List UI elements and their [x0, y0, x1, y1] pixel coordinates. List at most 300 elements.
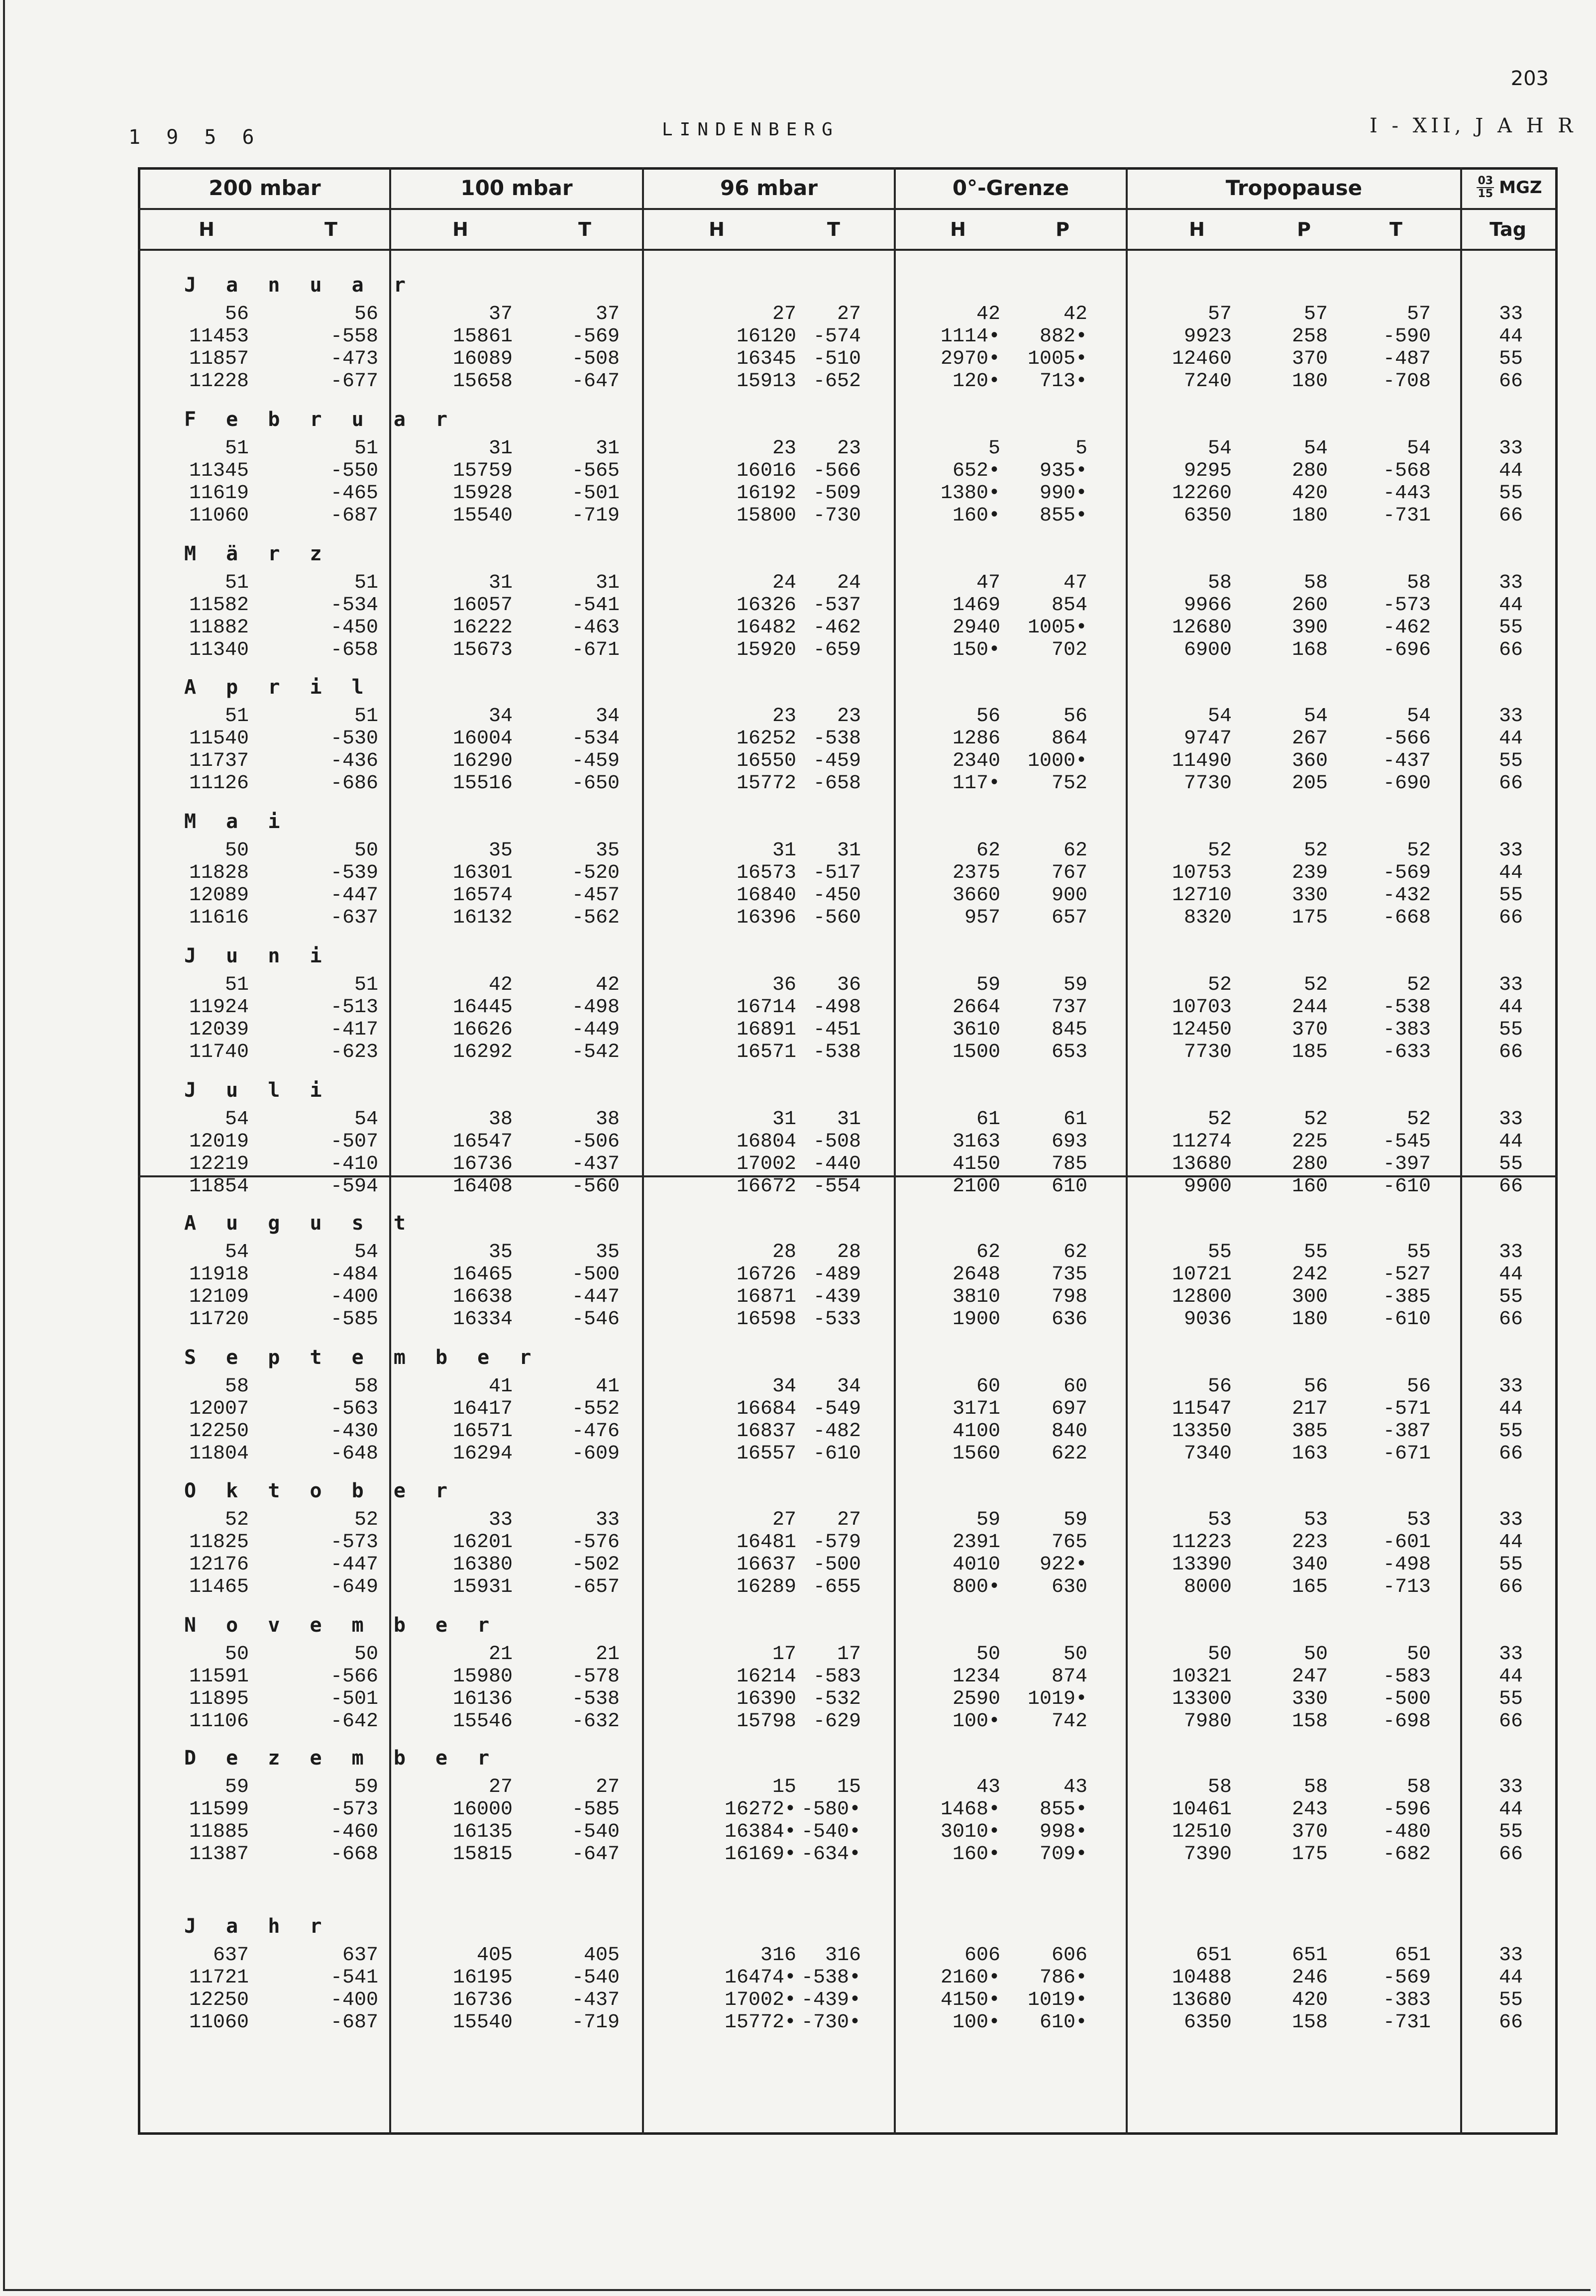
table-cell: -450	[330, 617, 378, 639]
table-cell: 390	[1291, 617, 1328, 639]
table-cell: -578	[571, 1666, 620, 1688]
table-cell: -658	[813, 772, 861, 795]
table-cell: 651	[1291, 1944, 1328, 1967]
table-cell: 239	[1291, 862, 1328, 884]
table-cell: 606	[964, 1944, 1000, 1967]
table-cell: 66	[1498, 1576, 1523, 1598]
table-cell: 702	[1051, 639, 1087, 661]
table-cell: 23	[837, 705, 861, 728]
col-divider	[1126, 167, 1128, 2135]
table-cell: 31	[488, 572, 513, 594]
table-cell: 44	[1498, 1131, 1523, 1153]
table-cell: 622	[1051, 1443, 1087, 1465]
table-cell: 610	[1051, 1175, 1087, 1198]
table-cell: -649	[330, 1576, 378, 1598]
table-cell: -541	[330, 1967, 378, 1989]
table-cell: 854	[1051, 594, 1087, 617]
table-cell: 10753	[1171, 862, 1232, 884]
table-cell: -580•	[801, 1798, 861, 1821]
table-cell: 16004	[452, 728, 513, 750]
table-cell: 2100	[952, 1175, 1000, 1198]
table-cell: 242	[1291, 1263, 1328, 1286]
table-cell: 606	[1051, 1944, 1087, 1967]
table-cell: 12250	[189, 1420, 249, 1443]
table-cell: 44	[1498, 1967, 1523, 1989]
table-cell: 52	[1303, 839, 1328, 862]
table-cell: 637	[342, 1944, 378, 1967]
table-cell: -569	[571, 325, 620, 348]
table-cell: 57	[1207, 303, 1232, 325]
table-cell: -583	[1383, 1666, 1431, 1688]
table-cell: 405	[476, 1944, 513, 1967]
table-cell: 360	[1291, 750, 1328, 772]
col-divider	[894, 167, 896, 2135]
table-cell: 12176	[189, 1554, 249, 1576]
header-period: I - XII, J A H R	[1370, 114, 1577, 137]
table-cell: -574	[813, 325, 861, 348]
table-cell: 1005•	[1027, 348, 1087, 370]
table-cell: 31	[595, 437, 620, 460]
table-cell: -554	[813, 1175, 861, 1198]
table-cell: 52	[1406, 1108, 1431, 1131]
table-cell: -687	[330, 2011, 378, 2034]
table-cell: -532	[813, 1688, 861, 1710]
table-cell: -569	[1383, 862, 1431, 884]
table-cell: -538•	[801, 1967, 861, 1989]
table-cell: 37	[595, 303, 620, 325]
table-cell: -569	[1383, 1967, 1431, 1989]
table-cell: 16736	[452, 1989, 513, 2011]
table-cell: 340	[1291, 1554, 1328, 1576]
table-cell: 16345	[736, 348, 796, 370]
month-name: S e p t e m b e r	[184, 1346, 540, 1369]
table-cell: 922•	[1039, 1554, 1087, 1576]
table-cell: 998•	[1039, 1821, 1087, 1843]
table-cell: 55	[1498, 1286, 1523, 1308]
table-cell: -652	[813, 370, 861, 393]
month-name: A p r i l	[184, 676, 373, 699]
subheader: T	[578, 218, 591, 240]
table-cell: 58	[1207, 572, 1232, 594]
table-cell: 330	[1291, 1688, 1328, 1710]
table-cell: -508	[813, 1131, 861, 1153]
table-cell: 55	[1498, 1153, 1523, 1175]
table-cell: 874	[1051, 1666, 1087, 1688]
table-cell: 56	[224, 303, 249, 325]
table-cell: 16016	[736, 460, 796, 482]
table-cell: 4010	[952, 1554, 1000, 1576]
table-cell: -609	[571, 1443, 620, 1465]
table-cell: 15759	[452, 460, 513, 482]
table-cell: 16089	[452, 348, 513, 370]
table-cell: -439•	[801, 1989, 861, 2011]
table-cell: 11465	[189, 1576, 249, 1598]
table-cell: 16396	[736, 907, 796, 929]
table-cell: 52	[1207, 1108, 1232, 1131]
table-cell: 60	[1063, 1375, 1087, 1398]
table-cell: -541	[571, 594, 620, 617]
table-cell: 11616	[189, 907, 249, 929]
table-cell: 16571	[736, 1041, 796, 1063]
table-cell: -629	[813, 1710, 861, 1733]
table-cell: 405	[583, 1944, 620, 1967]
table-cell: 864	[1051, 728, 1087, 750]
table-cell: 44	[1498, 996, 1523, 1019]
table-cell: 16736	[452, 1153, 513, 1175]
table-cell: -383	[1383, 1989, 1431, 2011]
table-cell: -534	[571, 728, 620, 750]
table-cell: 59	[354, 1776, 378, 1798]
table-cell: 5	[988, 437, 1000, 460]
month-name: D e z e m b e r	[184, 1747, 499, 1770]
table-cell: 16714	[736, 996, 796, 1019]
table-cell: 11490	[1171, 750, 1232, 772]
table-cell: 16726	[736, 1263, 796, 1286]
table-cell: -573	[330, 1798, 378, 1821]
table-cell: 33	[1498, 705, 1523, 728]
table-cell: 12250	[189, 1989, 249, 2011]
table-cell: -447	[571, 1286, 620, 1308]
table-cell: 11924	[189, 996, 249, 1019]
table-cell: 10321	[1171, 1666, 1232, 1688]
table-cell: -437	[1383, 750, 1431, 772]
table-cell: 66	[1498, 639, 1523, 661]
table-cell: 300	[1291, 1286, 1328, 1308]
table-cell: 58	[1303, 1776, 1328, 1798]
table-cell: 12450	[1171, 1019, 1232, 1041]
table-cell: 16557	[736, 1443, 796, 1465]
table-cell: -573	[330, 1531, 378, 1554]
table-cell: -610	[1383, 1175, 1431, 1198]
table-cell: -594	[330, 1175, 378, 1198]
table-cell: -550	[330, 460, 378, 482]
table-cell: 3010•	[940, 1821, 1000, 1843]
table-cell: 54	[1406, 437, 1431, 460]
table-cell: 51	[354, 705, 378, 728]
table-cell: 636	[1051, 1308, 1087, 1331]
table-cell: 16120	[736, 325, 796, 348]
table-cell: 15913	[736, 370, 796, 393]
table-cell: -500	[1383, 1688, 1431, 1710]
table-cell: -568	[1383, 460, 1431, 482]
table-cell: 246	[1291, 1967, 1328, 1989]
table-cell: -546	[571, 1308, 620, 1331]
table-cell: 16482	[736, 617, 796, 639]
table-cell: 11619	[189, 482, 249, 505]
table-cell: -484	[330, 1263, 378, 1286]
table-cell: 1500	[952, 1041, 1000, 1063]
table-cell: 697	[1051, 1398, 1087, 1420]
table-cell: 50	[354, 839, 378, 862]
table-cell: 16891	[736, 1019, 796, 1041]
table-cell: 66	[1498, 1175, 1523, 1198]
month-name: N o v e m b e r	[184, 1614, 499, 1637]
table-cell: 13680	[1171, 1153, 1232, 1175]
table-cell: 6350	[1183, 2011, 1232, 2034]
table-cell: 1380•	[940, 482, 1000, 505]
table-cell: -432	[1383, 884, 1431, 907]
table-cell: 50	[1406, 1643, 1431, 1666]
table-cell: 35	[595, 839, 620, 862]
table-cell: 52	[1207, 839, 1232, 862]
table-cell: 53	[1406, 1509, 1431, 1531]
table-cell: 16871	[736, 1286, 796, 1308]
table-cell: 47	[976, 572, 1000, 594]
table-cell: 16840	[736, 884, 796, 907]
table-cell: 52	[1303, 974, 1328, 996]
table-cell: 11274	[1171, 1131, 1232, 1153]
table-cell: 2340	[952, 750, 1000, 772]
table-cell: 185	[1291, 1041, 1328, 1063]
table-cell: -473	[330, 348, 378, 370]
table-cell: 3163	[952, 1131, 1000, 1153]
table-cell: 16195	[452, 1967, 513, 1989]
group-header: 96 mbar	[720, 175, 818, 200]
table-cell: -533	[813, 1308, 861, 1331]
table-cell: 55	[1498, 1688, 1523, 1710]
table-cell: -677	[330, 370, 378, 393]
table-cell: 33	[1498, 1643, 1523, 1666]
table-cell: -540	[571, 1821, 620, 1843]
table-cell: 55	[1498, 750, 1523, 772]
table-cell: 7240	[1183, 370, 1232, 393]
table-cell: -590	[1383, 325, 1431, 348]
table-cell: 16272•	[724, 1798, 796, 1821]
table-cell: 16408	[452, 1175, 513, 1198]
table-cell: 1234	[952, 1666, 1000, 1688]
table-cell: 4150	[952, 1153, 1000, 1175]
table-cell: 38	[595, 1108, 620, 1131]
table-cell: 10721	[1171, 1263, 1232, 1286]
table-cell: 900	[1051, 884, 1087, 907]
table-cell: 16474•	[724, 1967, 796, 1989]
table-cell: 160•	[952, 505, 1000, 527]
month-name: F e b r u a r	[184, 408, 457, 431]
table-cell: 66	[1498, 1308, 1523, 1331]
table-cell: 12680	[1171, 617, 1232, 639]
table-cell: 57	[1303, 303, 1328, 325]
table-cell: 11721	[189, 1967, 249, 1989]
table-cell: -500	[813, 1554, 861, 1576]
table-cell: -696	[1383, 639, 1431, 661]
table-cell: 798	[1051, 1286, 1087, 1308]
table-cell: -610	[1383, 1308, 1431, 1331]
table-cell: 55	[1498, 1420, 1523, 1443]
subheader: T	[1389, 218, 1402, 240]
table-cell: 16574	[452, 884, 513, 907]
table-cell: 8000	[1183, 1576, 1232, 1598]
table-cell: 16571	[452, 1420, 513, 1443]
table-cell: -400	[330, 1286, 378, 1308]
month-name: J u n i	[184, 944, 331, 967]
table-cell: 16057	[452, 594, 513, 617]
mgz-label: MGZ	[1499, 178, 1542, 198]
table-cell: 52	[1303, 1108, 1328, 1131]
table-cell: 44	[1498, 1263, 1523, 1286]
table-cell: 11387	[189, 1843, 249, 1866]
table-cell: 55	[1498, 1989, 1523, 2011]
table-cell: 58	[354, 1375, 378, 1398]
table-cell: -657	[571, 1576, 620, 1598]
table-cell: 15540	[452, 2011, 513, 2034]
table-cell: 55	[1498, 1821, 1523, 1843]
table-cell: 33	[1498, 1776, 1523, 1798]
table-cell: 16550	[736, 750, 796, 772]
table-cell: 34	[595, 705, 620, 728]
table-cell: -476	[571, 1420, 620, 1443]
table-cell: -698	[1383, 1710, 1431, 1733]
table-cell: 33	[1498, 974, 1523, 996]
table-cell: 12260	[1171, 482, 1232, 505]
table-cell: 16334	[452, 1308, 513, 1331]
table-cell: 11885	[189, 1821, 249, 1843]
table-cell: 12710	[1171, 884, 1232, 907]
table-cell: 55	[1207, 1241, 1232, 1263]
table-cell: 27	[772, 303, 796, 325]
table-cell: 990•	[1039, 482, 1087, 505]
table-cell: -583	[813, 1666, 861, 1688]
table-cell: 66	[1498, 1843, 1523, 1866]
table-cell: 100•	[952, 2011, 1000, 2034]
table-cell: 6900	[1183, 639, 1232, 661]
table-cell: 31	[772, 1108, 796, 1131]
table-cell: -437	[571, 1989, 620, 2011]
table-cell: 55	[1498, 884, 1523, 907]
table-cell: 15861	[452, 325, 513, 348]
table-cell: 1560	[952, 1443, 1000, 1465]
table-cell: 120•	[952, 370, 1000, 393]
table-cell: 51	[224, 572, 249, 594]
group-header: Tropopause	[1225, 175, 1363, 200]
month-name: O k t o b e r	[184, 1479, 457, 1502]
table-cell: 163	[1291, 1443, 1328, 1465]
table-cell: -560	[813, 907, 861, 929]
table-cell: 43	[1063, 1776, 1087, 1798]
table-cell: 9900	[1183, 1175, 1232, 1198]
table-cell: 117•	[952, 772, 1000, 795]
table-cell: 258	[1291, 325, 1328, 348]
table-cell: -540	[571, 1967, 620, 1989]
table-cell: 62	[1063, 839, 1087, 862]
table-cell: 59	[224, 1776, 249, 1798]
table-cell: 11918	[189, 1263, 249, 1286]
table-cell: -439	[813, 1286, 861, 1308]
table-cell: 51	[224, 437, 249, 460]
table-cell: 16598	[736, 1308, 796, 1331]
table-cell: 1019•	[1027, 1989, 1087, 2011]
table-cell: 54	[224, 1108, 249, 1131]
table-cell: 42	[595, 974, 620, 996]
table-cell: 58	[224, 1375, 249, 1398]
table-cell: -650	[571, 772, 620, 795]
table-cell: 16136	[452, 1688, 513, 1710]
table-cell: -530	[330, 728, 378, 750]
table-cell: -576	[571, 1531, 620, 1554]
subheader: H	[199, 218, 214, 240]
table-cell: 58	[1207, 1776, 1232, 1798]
table-cell: 11857	[189, 348, 249, 370]
table-cell: -686	[330, 772, 378, 795]
table-cell: 42	[976, 303, 1000, 325]
table-cell: -509	[813, 482, 861, 505]
table-cell: -440	[813, 1153, 861, 1175]
table-cell: -549	[813, 1398, 861, 1420]
table-cell: 66	[1498, 1710, 1523, 1733]
table-cell: 16289	[736, 1576, 796, 1598]
table-cell: 33	[1498, 437, 1523, 460]
table-cell: 713•	[1039, 370, 1087, 393]
table-cell: -571	[1383, 1398, 1431, 1420]
table-cell: 43	[976, 1776, 1000, 1798]
table-cell: 752	[1051, 772, 1087, 795]
table-cell: -719	[571, 2011, 620, 2034]
table-cell: 27	[837, 303, 861, 325]
table-cell: 247	[1291, 1666, 1328, 1688]
table-cell: -647	[571, 370, 620, 393]
table-cell: 24	[837, 572, 861, 594]
table-cell: 16192	[736, 482, 796, 505]
table-cell: 51	[354, 974, 378, 996]
table-cell: -462	[813, 617, 861, 639]
table-cell: 13680	[1171, 1989, 1232, 2011]
mgz-numerator: 03	[1478, 175, 1493, 187]
table-cell: 16837	[736, 1420, 796, 1443]
table-cell: -585	[571, 1798, 620, 1821]
table-cell: 21	[488, 1643, 513, 1666]
table-cell: 36	[772, 974, 796, 996]
table-cell: 44	[1498, 1798, 1523, 1821]
table-cell: -668	[1383, 907, 1431, 929]
table-cell: 3610	[952, 1019, 1000, 1041]
table-cell: -451	[813, 1019, 861, 1041]
table-cell: 855•	[1039, 505, 1087, 527]
table-cell: -542	[571, 1041, 620, 1063]
table-cell: -450	[813, 884, 861, 907]
table-cell: 55	[1303, 1241, 1328, 1263]
table-cell: 11828	[189, 862, 249, 884]
table-cell: -562	[571, 907, 620, 929]
table-cell: 709•	[1039, 1843, 1087, 1866]
table-cell: 50	[354, 1643, 378, 1666]
table-cell: 59	[976, 974, 1000, 996]
table-cell: 11825	[189, 1531, 249, 1554]
table-cell: 16132	[452, 907, 513, 929]
table-cell: 50	[1063, 1643, 1087, 1666]
table-cell: -457	[571, 884, 620, 907]
table-cell: 5	[1075, 437, 1087, 460]
table-cell: 51	[354, 572, 378, 594]
table-cell: 54	[224, 1241, 249, 1263]
table-cell: 330	[1291, 884, 1328, 907]
table-cell: -436	[330, 750, 378, 772]
table-cell: 35	[488, 839, 513, 862]
table-cell: -465	[330, 482, 378, 505]
table-cell: 11106	[189, 1710, 249, 1733]
table-cell: 59	[976, 1509, 1000, 1531]
table-cell: 33	[488, 1509, 513, 1531]
table-cell: 3810	[952, 1286, 1000, 1308]
table-cell: 610•	[1039, 2011, 1087, 2034]
table-cell: 66	[1498, 1041, 1523, 1063]
table-cell: -671	[1383, 1443, 1431, 1465]
table-cell: -517	[813, 862, 861, 884]
table-cell: -501	[571, 482, 620, 505]
table-cell: 33	[1498, 1944, 1523, 1967]
table-cell: 15673	[452, 639, 513, 661]
table-cell: 17	[772, 1643, 796, 1666]
table-cell: 630	[1051, 1576, 1087, 1598]
table-cell: -642	[330, 1710, 378, 1733]
